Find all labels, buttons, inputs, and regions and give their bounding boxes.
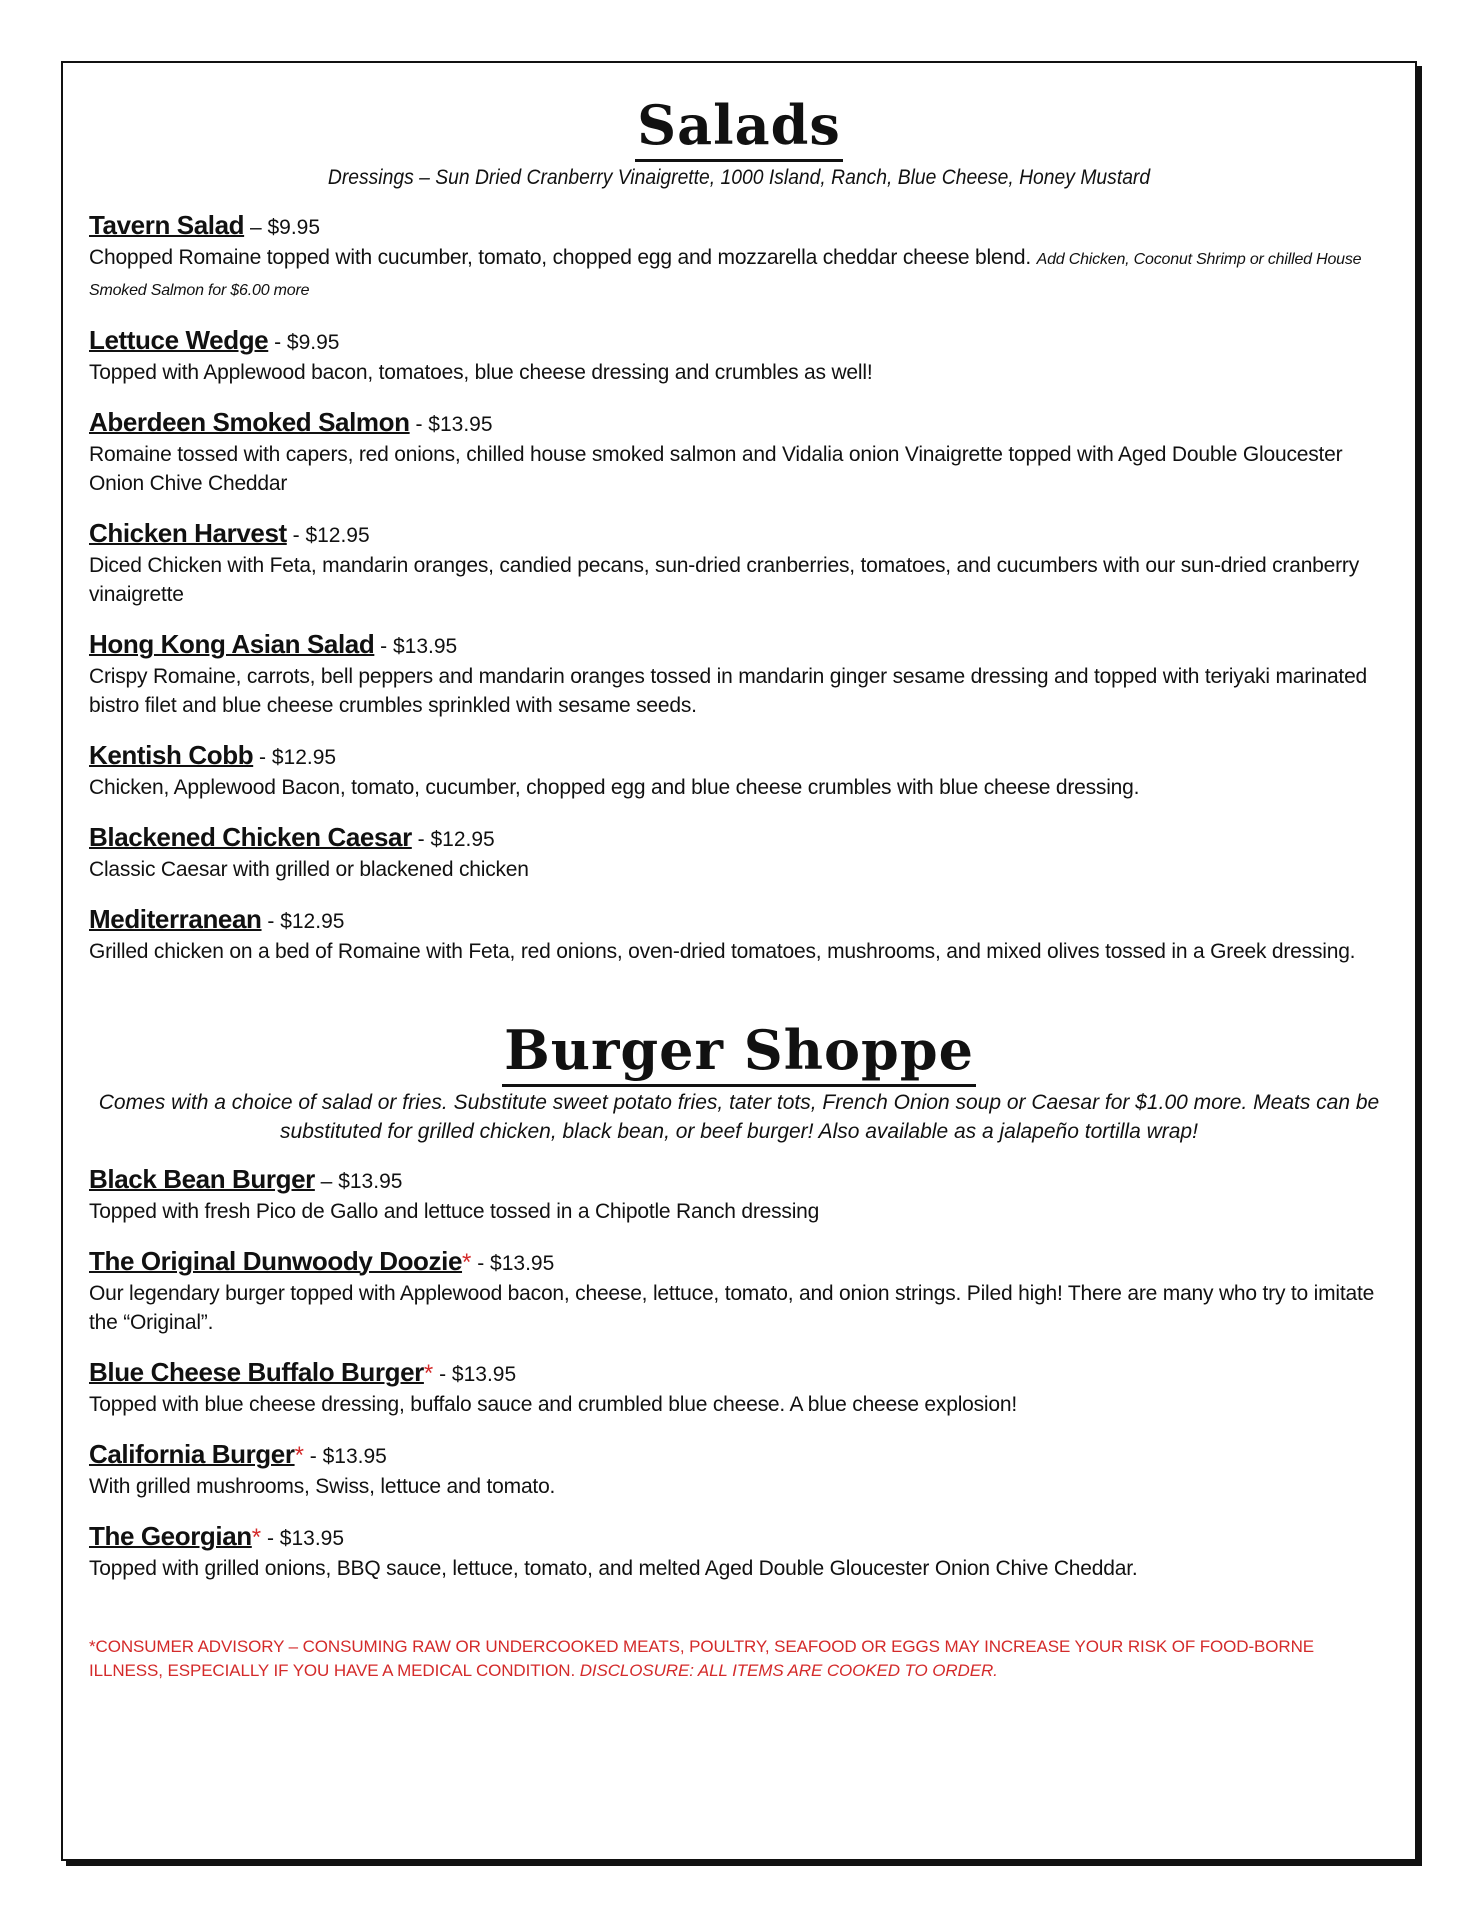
menu-item-kentish-cobb xyxy=(89,740,1389,802)
item-price: $12.95 xyxy=(305,524,370,547)
item-description: Grilled chicken on a bed of Romaine with Feta, red onions, oven-dried tomatoes, mushrooms, and mixed olives tossed in a Greek dressing. xyxy=(89,940,1356,963)
item-description: With grilled mushrooms, Swiss, lettuce and tomato. xyxy=(89,1475,556,1498)
menu-item-mediterranean xyxy=(89,904,1389,966)
item-price: $12.95 xyxy=(430,828,495,851)
item-description: Romaine tossed with capers, red onions, chilled house smoked salmon and Vidalia onion Vinaigrette topped with Aged Double Gloucester Onion Chive Cheddar xyxy=(89,443,1343,495)
burger-title: Burger Shoppe xyxy=(89,1020,1389,1080)
item-price: $13.95 xyxy=(279,1527,345,1550)
consumer-advisory xyxy=(89,1635,1389,1683)
item-sep: - xyxy=(411,828,431,851)
item-name: The Original Dunwoody Doozie xyxy=(89,1246,463,1276)
item-description: Our legendary burger topped with Applewood bacon, cheese, lettuce, tomato, and onion strings. Piled high! There are many who try to imitate the “Original”. xyxy=(89,1282,1375,1334)
item-name: Aberdeen Smoked Salmon xyxy=(89,407,410,437)
item-sep: - xyxy=(433,1363,452,1386)
item-description: Topped with fresh Pico de Gallo and lettuce tossed in a Chipotle Ranch dressing xyxy=(89,1200,820,1223)
menu-item-the-georgian xyxy=(89,1521,1389,1583)
item-sep: - xyxy=(261,910,281,933)
menu-item-blue-cheese-buffalo-burger xyxy=(89,1357,1389,1419)
item-description: Topped with Applewood bacon, tomatoes, blue cheese dressing and crumbles as well! xyxy=(89,361,873,384)
item-price: $13.95 xyxy=(490,1252,555,1275)
item-asterisk: * xyxy=(294,1442,304,1469)
item-name: The Georgian xyxy=(89,1521,252,1551)
item-name: Lettuce Wedge xyxy=(89,325,269,355)
item-price: $9.95 xyxy=(267,216,321,239)
menu-page xyxy=(61,61,1417,1861)
item-note: Add Chicken, Coconut Shrimp or chilled House Smoked Salmon for $6.00 more xyxy=(89,251,1362,299)
item-description: Classic Caesar with grilled or blackened chicken xyxy=(89,858,529,881)
menu-item-hong-kong-asian-salad xyxy=(89,629,1389,720)
item-asterisk: * xyxy=(462,1249,472,1276)
item-price: $13.95 xyxy=(338,1170,403,1193)
item-price: $13.95 xyxy=(393,635,458,658)
advisory-disclosure: DISCLOSURE: ALL ITEMS ARE COOKED TO ORDER. xyxy=(579,1661,998,1680)
menu-content xyxy=(89,95,1389,1683)
item-name: Blackened Chicken Caesar xyxy=(89,822,412,852)
menu-item-black-bean-burger xyxy=(89,1164,1389,1226)
item-description: Diced Chicken with Feta, mandarin oranges, candied pecans, sun-dried cranberries, tomatoes, and cucumbers with our sun-dried cranberry vinaigrette xyxy=(89,554,1360,606)
item-name: Hong Kong Asian Salad xyxy=(89,629,375,659)
burger-intro: Comes with a choice of salad or fries. Substitute sweet potato fries, tater tots, French Onion soup or Caesar for $1.00 more. Meats can be substituted for grilled chicken, black bean, or beef burger! Also available as a jalapeño tortilla wrap! xyxy=(98,1091,1380,1143)
item-sep: – xyxy=(314,1170,339,1193)
item-name: Chicken Harvest xyxy=(89,518,287,548)
item-asterisk: * xyxy=(251,1524,262,1551)
salads-list xyxy=(89,210,1389,966)
item-price: $9.95 xyxy=(286,331,340,354)
item-sep: - xyxy=(471,1252,491,1275)
burger-section xyxy=(89,1020,1389,1583)
item-price: $12.95 xyxy=(280,910,345,933)
item-description: Crispy Romaine, carrots, bell peppers and mandarin oranges tossed in mandarin ginger sesame dressing and topped with teriyaki marinated bistro filet and blue cheese crumbles sprinkled with sesame seeds. xyxy=(89,665,1368,717)
menu-item-dunwoody-doozie xyxy=(89,1246,1389,1337)
menu-item-blackened-chicken-caesar xyxy=(89,822,1389,884)
item-price: $13.95 xyxy=(451,1363,517,1386)
menu-item-lettuce-wedge xyxy=(89,325,1389,387)
item-sep: - xyxy=(261,1527,280,1550)
item-name: Tavern Salad xyxy=(89,210,245,240)
item-name: Blue Cheese Buffalo Burger xyxy=(89,1357,424,1387)
item-name: California Burger xyxy=(89,1439,295,1469)
item-price: $13.95 xyxy=(428,413,493,436)
menu-item-chicken-harvest xyxy=(89,518,1389,609)
item-sep: – xyxy=(244,216,268,239)
salads-title: Salads xyxy=(89,95,1389,155)
item-sep: - xyxy=(409,413,429,436)
menu-item-aberdeen-smoked-salmon xyxy=(89,407,1389,498)
item-price: $12.95 xyxy=(271,746,337,769)
item-asterisk: * xyxy=(423,1360,434,1387)
item-description: Topped with blue cheese dressing, buffalo sauce and crumbled blue cheese. A blue cheese explosion! xyxy=(89,1393,1017,1416)
salads-section xyxy=(89,95,1389,966)
menu-item-california-burger xyxy=(89,1439,1389,1501)
item-description: Chopped Romaine topped with cucumber, tomato, chopped egg and mozzarella cheddar cheese blend. Add Chicken, Coconut Shrimp or chilled House Smoked Salmon for $6.00 more xyxy=(89,246,1362,299)
item-sep: - xyxy=(286,524,306,547)
burger-list xyxy=(89,1164,1389,1583)
item-sep: - xyxy=(268,331,287,354)
dressings-line: Dressings – Sun Dried Cranberry Vinaigrette, 1000 Island, Ranch, Blue Cheese, Honey Mustard xyxy=(327,166,1151,189)
item-name: Mediterranean xyxy=(89,904,262,934)
item-price: $13.95 xyxy=(322,1445,387,1468)
item-sep: - xyxy=(303,1445,323,1468)
item-name: Kentish Cobb xyxy=(89,740,254,770)
menu-item-tavern-salad xyxy=(89,210,1389,305)
item-sep: - xyxy=(374,635,393,658)
advisory-text: *CONSUMER ADVISORY – CONSUMING RAW OR UNDERCOOKED MEATS, POULTRY, SEAFOOD OR EGGS MAY INCREASE YOUR RISK OF FOOD-BORNE ILLNESS, ESPECIALLY IF YOU HAVE A MEDICAL CONDITION. xyxy=(89,1637,1314,1680)
item-name: Black Bean Burger xyxy=(89,1164,315,1194)
item-sep: - xyxy=(253,746,272,769)
item-description: Chicken, Applewood Bacon, tomato, cucumber, chopped egg and blue cheese crumbles with blue cheese dressing. xyxy=(89,776,1140,799)
item-description: Topped with grilled onions, BBQ sauce, lettuce, tomato, and melted Aged Double Gloucester Onion Chive Cheddar. xyxy=(89,1557,1138,1580)
